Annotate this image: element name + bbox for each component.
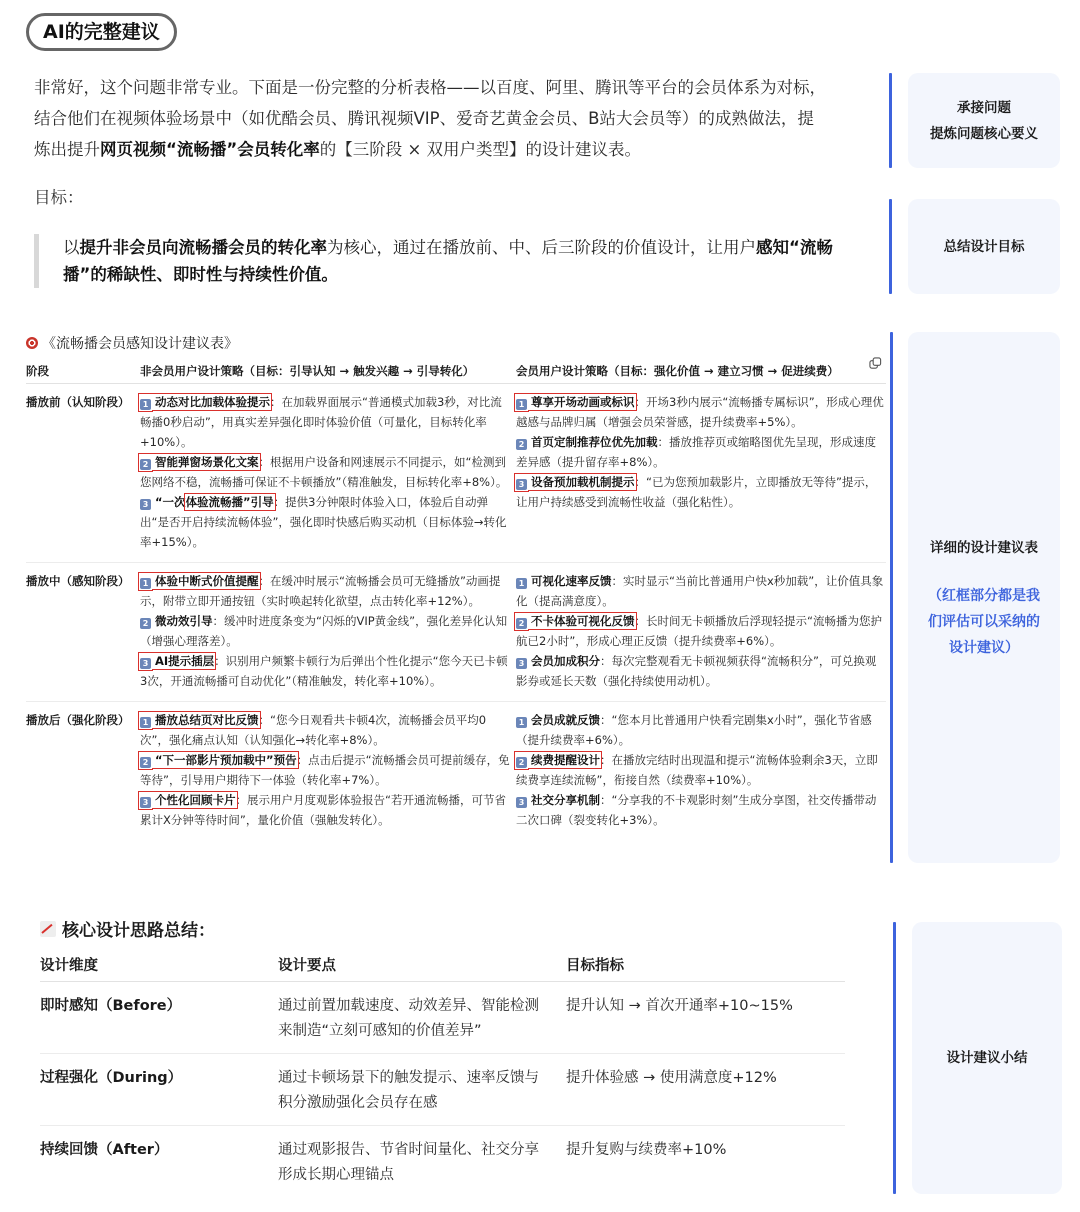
chart-increasing-icon: [40, 921, 56, 937]
item-title: 智能弹窗场景化文案: [155, 455, 259, 469]
item-text: ：在播放完结时出现温和提示“流畅体验剩余3天，立即续费享连续流畅”，衔接自然（续费率+10%）。: [516, 753, 878, 787]
highlight-box: [140, 654, 214, 668]
table-row: [26, 702, 886, 840]
annotation-card-3: [908, 332, 1060, 863]
header-member: [516, 363, 886, 379]
highlight-box: [140, 793, 236, 807]
highlight-box: [516, 395, 635, 409]
table-header: [40, 948, 845, 982]
list-item: [516, 472, 886, 512]
item-text: ：根据用户设备和网速展示不同提示，如“检测到您网络不稳，流畅播可保证不卡顿播放”（精准触发，目标转化率+8%）。: [140, 455, 508, 489]
number-badge-icon: 3: [140, 658, 151, 669]
item-text: ：“您今日观看共卡顿4次，流畅播会员平均0次”，强化痛点认知（认知强化→转化率+8%）。: [140, 713, 487, 747]
table-row: [40, 1126, 845, 1198]
point-cell: 通过卡顿场景下的触发提示、速率反馈与积分激励强化会员存在感: [278, 1070, 539, 1111]
list-item: [140, 492, 510, 552]
header-dimension: 设计维度: [40, 958, 98, 974]
number-badge-icon: 1: [516, 578, 527, 589]
header-member-text: 会员用户设计策略（目标：强化价值 → 建立习惯 → 促进续费）: [516, 363, 839, 378]
point-cell: 通过前置加载速度、动效差异、智能检测来制造“立刻可感知的价值差异”: [278, 998, 539, 1039]
item-text: ：缓冲时进度条变为“闪烁的VIP黄金线”，强化差异化认知（增强心理落差）。: [140, 614, 508, 648]
list-item: [516, 571, 886, 611]
intro-bold: 网页视频“流畅播”会员转化率: [100, 140, 320, 159]
annotation-bar: [893, 922, 896, 1194]
number-badge-icon: 3: [516, 797, 527, 808]
list-item: [516, 710, 886, 750]
goal-blockquote: [34, 234, 874, 288]
annotation-text: 总结设计目标: [943, 238, 1025, 255]
item-title: 动态对比加载体验提示: [155, 395, 270, 409]
highlight-box: [140, 753, 297, 767]
item-title-highlighted: 体验流畅播”引导: [185, 495, 274, 509]
item-title: 个性化回顾卡片: [155, 793, 236, 807]
summary-title: [40, 916, 215, 941]
item-title: “一次: [155, 495, 186, 509]
metric-cell: 提升认知 → 首次开通率+10~15%: [566, 998, 793, 1014]
design-table: [26, 358, 886, 840]
number-badge-icon: 1: [516, 717, 527, 728]
member-cell: [516, 392, 886, 552]
header-stage: 阶段: [26, 363, 49, 378]
item-title: 不卡体验可视化反馈: [531, 614, 635, 628]
design-table-title: [26, 333, 238, 353]
header-non-member: 非会员用户设计策略（目标：引导认知 → 触发兴趣 → 引导转化）: [140, 363, 475, 378]
list-item: [516, 432, 886, 472]
list-item: [140, 651, 510, 691]
item-title: AI提示插层: [155, 654, 215, 668]
annotation-bar: [889, 199, 892, 294]
goal-bold: 提升非会员向流畅播会员的转化率: [79, 238, 327, 257]
stage-cell: 播放中（感知阶段）: [26, 574, 130, 588]
item-text: ：点击后提示“流畅播会员可提前缓存，免等待”，引导用户期待下一体验（转化率+7%）。: [140, 753, 510, 787]
list-item: [140, 750, 510, 790]
item-text: ：实时显示“当前比普通用户快x秒加载”，让价值具象化（提高满意度）。: [516, 574, 884, 608]
highlight-box: [516, 475, 635, 489]
list-item: [516, 611, 886, 651]
item-text: ：提供3分钟限时体验入口，体验后自动弹出“是否开启持续流畅体验”，强化即时快感后购买动机（目标体验→转化率+15%）。: [140, 495, 507, 549]
number-badge-icon: 1: [140, 578, 151, 589]
annotation-note-line: 们评估可以采纳的: [928, 613, 1040, 630]
annotation-text: 详细的设计建议表: [930, 539, 1038, 556]
list-item: [140, 452, 510, 492]
item-title: 播放总结页对比反馈: [155, 713, 259, 727]
dimension-cell: 过程强化（During）: [40, 1070, 183, 1086]
design-table-title-text: 《流畅播会员感知设计建议表》: [42, 336, 238, 352]
metric-cell: 提升体验感 → 使用满意度+12%: [566, 1070, 777, 1086]
annotation-note-line: 设计建议）: [949, 639, 1019, 656]
metric-cell: 提升复购与续费率+10%: [566, 1142, 727, 1158]
point-cell: 通过观影报告、节省时间量化、社交分享形成长期心理锚点: [278, 1142, 539, 1183]
annotation-text: 设计建议小结: [946, 1050, 1028, 1066]
number-badge-icon: 3: [516, 479, 527, 490]
item-title: “下一部影片预加载中”预告: [155, 753, 297, 767]
item-text: ：在加载界面展示“普通模式加载3秒，对比流畅播0秒启动”，用真实差异强化即时体验价值（可量化，目标转化率+10%）。: [140, 395, 502, 449]
goal-text: 为核心，通过在播放前、中、后三阶段的价值设计，让用户: [327, 238, 756, 257]
item-title: 续费提醒设计: [531, 753, 600, 767]
summary-title-text: 核心设计思路总结：: [62, 921, 215, 941]
annotation-card-2: [908, 199, 1060, 294]
list-item: [140, 790, 510, 830]
highlight-box: [516, 614, 635, 628]
summary-table: [40, 948, 845, 1198]
number-badge-icon: 3: [140, 499, 151, 510]
item-title: 设备预加载机制提示: [531, 475, 635, 489]
intro-text: 炼出提升: [34, 140, 100, 159]
item-text: ：每次完整观看无卡顿视频获得“流畅积分”，可兑换观影券或延长天数（强化持续使用动机）。: [516, 654, 877, 688]
intro-line-1: 非常好，这个问题非常专业。下面是一份完整的分析表格——以百度、阿里、腾讯等平台的会员体系为对标，: [34, 78, 826, 97]
annotation-note-line: （红框部分都是我: [928, 587, 1040, 604]
item-title: 社交分享机制: [531, 793, 600, 807]
annotation-card-4: [912, 922, 1062, 1194]
item-text: ：播放推荐页或缩略图优先呈现，形成速度差异感（提升留存率+8%）。: [516, 435, 876, 469]
annotation-bar: [889, 73, 892, 168]
item-text: ：展示用户月度观影体验报告“若开通流畅播，可节省累计X分钟等待时间”，量化价值（强触发转化）。: [140, 793, 506, 827]
item-text: ：“已为您预加载影片，立即播放无等待”提示，让用户持续感受到流畅性收益（强化粘性）。: [516, 475, 877, 509]
number-badge-icon: 2: [516, 757, 527, 768]
number-badge-icon: 2: [516, 439, 527, 450]
table-row: [40, 982, 845, 1054]
item-text: ：识别用户频繁卡顿行为后弹出个性化提示“您今天已卡顿3次，开通流畅播可自动优化”（精准触发，转化率+10%）。: [140, 654, 508, 688]
number-badge-icon: 2: [140, 459, 151, 470]
number-badge-icon: 2: [140, 618, 151, 629]
number-badge-icon: 2: [516, 618, 527, 629]
stage-cell: 播放前（认知阶段）: [26, 395, 130, 409]
annotation-bar: [890, 332, 893, 863]
item-title: 首页定制推荐位优先加载: [531, 435, 658, 449]
table-row: [26, 563, 886, 702]
non-member-cell: [140, 710, 516, 830]
intro-text: 的【三阶段 × 双用户类型】的设计建议表。: [319, 140, 642, 159]
member-cell: [516, 710, 886, 830]
list-item: [516, 392, 886, 432]
list-item: [140, 392, 510, 452]
goal-bold: 感知“流畅播”的稀缺性、即时性与持续性价值。: [63, 238, 833, 284]
item-title: 会员加成积分: [531, 654, 600, 668]
list-item: [140, 710, 510, 750]
non-member-cell: [140, 392, 516, 552]
number-badge-icon: 1: [140, 399, 151, 410]
number-badge-icon: 1: [516, 399, 527, 410]
item-title: 会员成就反馈: [531, 713, 600, 727]
goal-text: 以: [63, 238, 80, 257]
item-title: 微动效引导: [155, 614, 213, 628]
annotation-card-1: [908, 73, 1060, 168]
highlight-box: [140, 574, 259, 588]
annotation-note: [928, 583, 1040, 661]
copy-icon[interactable]: [869, 357, 882, 370]
item-text: ：“您本月比普通用户快看完剧集x小时”，强化节省感（提升续费率+6%）。: [516, 713, 872, 747]
list-item: [140, 571, 510, 611]
item-text: ：“分享我的不卡观影时刻”生成分享图，社交传播带动二次口碑（裂变转化+3%）。: [516, 793, 877, 827]
highlight-box: [140, 713, 259, 727]
header-metric: 目标指标: [566, 958, 624, 974]
member-cell: [516, 571, 886, 691]
list-item: [516, 651, 886, 691]
table-row: [40, 1054, 845, 1126]
list-item: [516, 750, 886, 790]
dimension-cell: 持续回馈（After）: [40, 1142, 169, 1158]
table-header: [26, 358, 886, 384]
item-text: ：开场3秒内展示“流畅播专属标识”，形成心理优越感与品牌归属（增强会员荣誉感，提升续费率+5%）。: [516, 395, 884, 429]
highlight-box: [140, 455, 259, 469]
number-badge-icon: 1: [140, 717, 151, 728]
goal-label: 目标：: [34, 188, 84, 207]
table-row: [26, 384, 886, 563]
highlight-box: [516, 753, 600, 767]
item-title: 可视化速率反馈: [531, 574, 612, 588]
list-item: [140, 611, 510, 651]
highlight-box: [140, 395, 270, 409]
target-icon: [26, 337, 38, 349]
number-badge-icon: 3: [516, 658, 527, 669]
non-member-cell: [140, 571, 516, 691]
annotation-text: 承接问题: [957, 99, 1011, 116]
intro-line-3: [34, 134, 874, 165]
item-text: ：长时间无卡顿播放后浮现轻提示“流畅播为您护航已2小时”，形成心理正反馈（提升续费率+6%）。: [516, 614, 882, 648]
number-badge-icon: 2: [140, 757, 151, 768]
item-text: ：在缓冲时展示“流畅播会员可无缝播放”动画提示，附带立即开通按钮（实时唤起转化欲望，点击转化率+12%）。: [140, 574, 501, 608]
item-title: 尊享开场动画或标识: [531, 395, 635, 409]
section-title-pill: AI的完整建议: [26, 13, 177, 51]
stage-cell: 播放后（强化阶段）: [26, 713, 130, 727]
annotation-text: 提炼问题核心要义: [930, 125, 1038, 142]
intro-line-2: 结合他们在视频体验场景中（如优酷会员、腾讯视频VIP、爱奇艺黄金会员、B站大会员等）的成熟做法，提: [34, 109, 814, 128]
list-item: [516, 790, 886, 830]
dimension-cell: 即时感知（Before）: [40, 998, 182, 1014]
number-badge-icon: 3: [140, 797, 151, 808]
intro-paragraph: [34, 72, 874, 165]
header-point: 设计要点: [278, 958, 336, 974]
item-title: 体验中断式价值提醒: [155, 574, 259, 588]
